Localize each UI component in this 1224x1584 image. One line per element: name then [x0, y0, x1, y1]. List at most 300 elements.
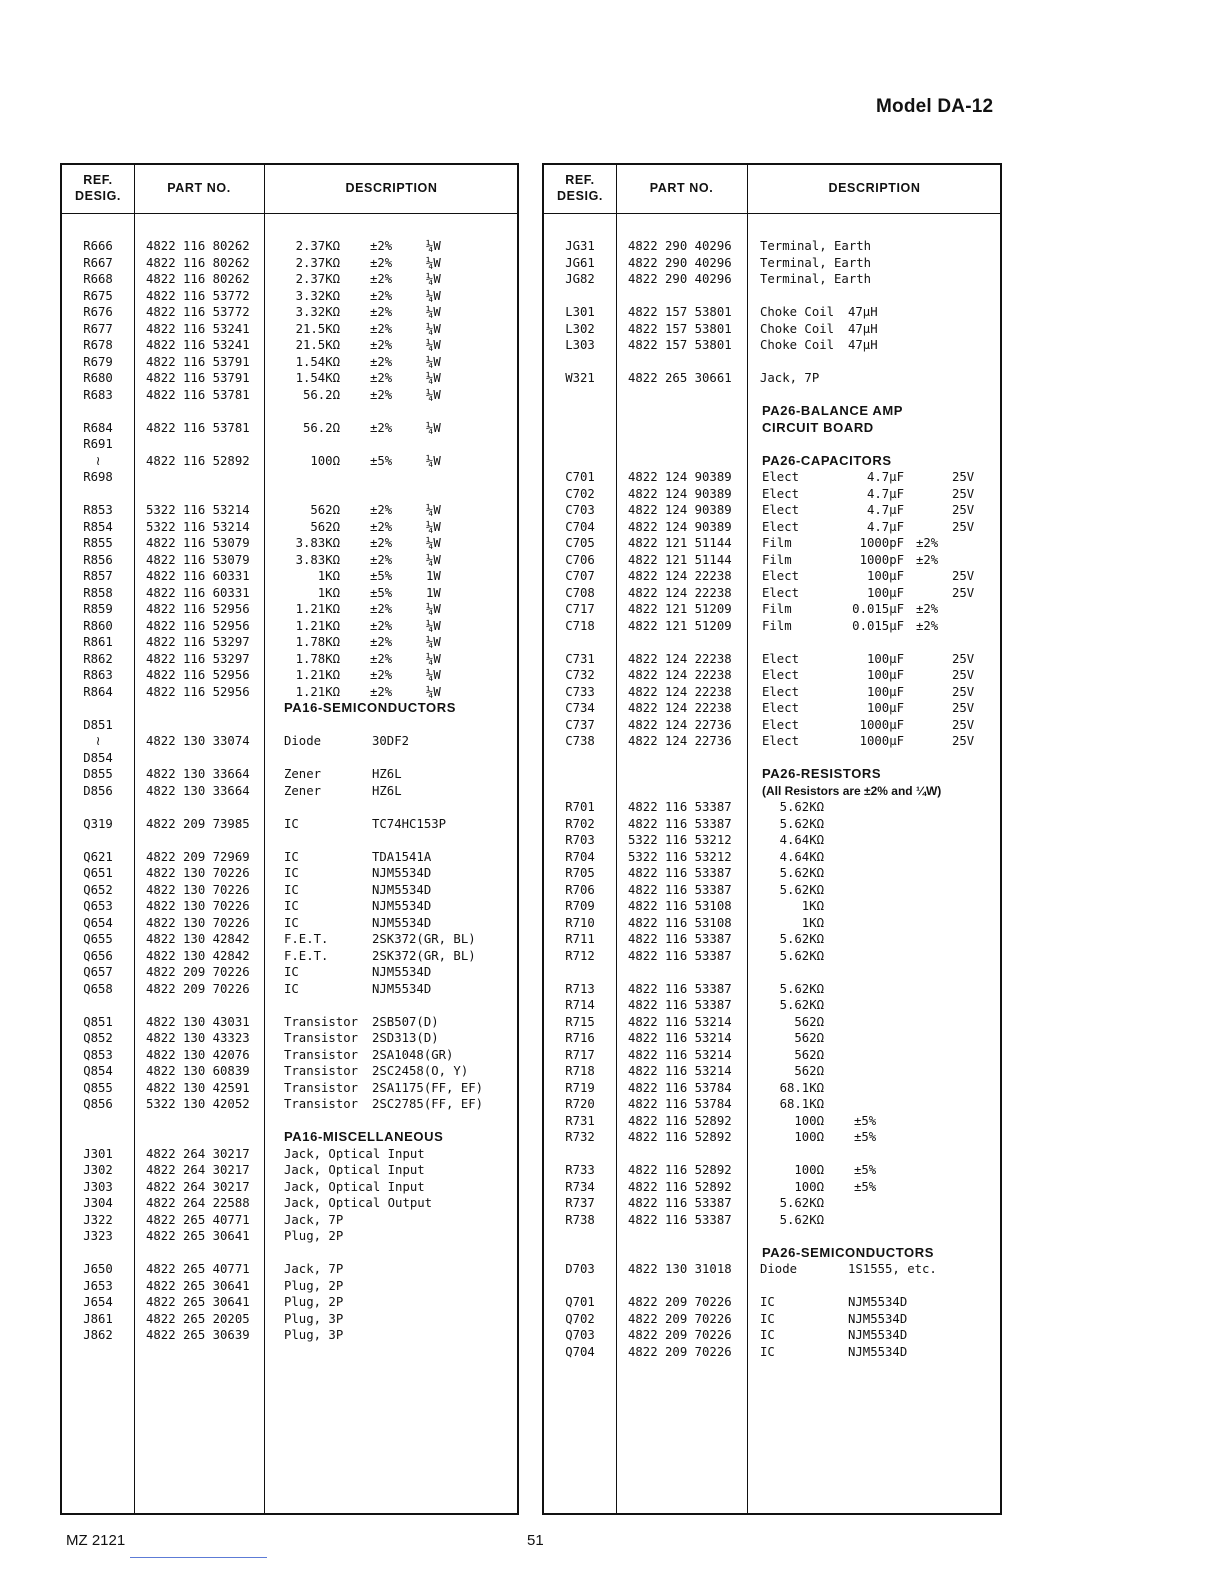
- note-text: (All Resistors are ±2% and ¼W): [762, 783, 942, 798]
- header-description: DESCRIPTION: [828, 181, 921, 196]
- description-detail: NJM5534D: [372, 981, 432, 996]
- ref-designator: C737: [565, 717, 595, 732]
- resistance-value: 3.32KΩ: [295, 288, 340, 303]
- ref-designator: Q851: [83, 1014, 113, 1029]
- capacitor-type: Elect: [762, 470, 800, 484]
- resistance-value: 2.37KΩ: [295, 239, 340, 253]
- ref-designator: Q853: [83, 1047, 113, 1062]
- capacitance-value: 1000pF: [859, 552, 904, 567]
- capacitance-value: 1000μF: [859, 734, 904, 748]
- ref-designator: Q704: [565, 1344, 595, 1359]
- ref-designator: R677: [83, 321, 113, 336]
- wattage: ¼W: [426, 651, 441, 666]
- ref-designator: R733: [565, 1163, 595, 1177]
- tolerance: ±2%: [370, 239, 393, 253]
- resistance-value: 3.83KΩ: [295, 536, 340, 550]
- description: Transistor: [284, 1080, 359, 1095]
- table-row: [544, 618, 1000, 635]
- ref-designator: C718: [565, 618, 595, 633]
- part-number: 4822 264 30217: [146, 1163, 250, 1177]
- capacitor-type: Elect: [762, 668, 800, 682]
- resistance-value: 1.21KΩ: [295, 602, 340, 616]
- ref-designator: D856: [83, 783, 113, 798]
- wattage: ¼W: [426, 305, 441, 319]
- part-number: 4822 116 53387: [628, 948, 732, 963]
- part-number: 4822 124 90389: [628, 503, 732, 517]
- table-row: [544, 255, 1000, 272]
- voltage-rating: 25V: [952, 651, 975, 666]
- ref-designator: Q703: [565, 1328, 595, 1342]
- ref-designator: JG82: [565, 272, 595, 286]
- part-number: 4822 264 30217: [146, 1146, 250, 1161]
- table-row: [544, 601, 1000, 618]
- ref-designator: D851: [83, 717, 113, 732]
- part-number: 4822 116 53784: [628, 1080, 732, 1095]
- part-number: 4822 116 53791: [146, 371, 250, 385]
- table-row: [544, 981, 1000, 998]
- capacitance-value: 0.015μF: [852, 602, 904, 616]
- capacitance-value: 1000pF: [859, 536, 904, 550]
- ref-designator: C703: [565, 503, 595, 517]
- table-row: [62, 964, 517, 981]
- resistance-value: 3.32KΩ: [295, 305, 340, 319]
- ref-designator: R717: [565, 1047, 595, 1062]
- part-number: 4822 209 70226: [628, 1328, 732, 1342]
- voltage-rating: 25V: [952, 717, 975, 732]
- wattage: ¼W: [426, 338, 441, 352]
- header-part-no: PART NO.: [649, 181, 714, 196]
- description-detail: HZ6L: [372, 783, 402, 798]
- tolerance: ±2%: [370, 288, 393, 303]
- part-number: 4822 116 80262: [146, 255, 250, 270]
- part-number: 4822 124 22238: [628, 585, 732, 600]
- tolerance: ±5%: [370, 569, 393, 583]
- spacer: [62, 997, 517, 1014]
- part-number: 4822 116 53387: [628, 882, 732, 897]
- table-row: [544, 585, 1000, 602]
- wattage: ¼W: [426, 255, 441, 270]
- table-row: [544, 1096, 1000, 1113]
- part-number: 4822 130 43031: [146, 1014, 250, 1029]
- part-number: 4822 124 22238: [628, 569, 732, 583]
- part-number: 4822 157 53801: [628, 338, 732, 352]
- ref-designator: J323: [83, 1229, 113, 1243]
- capacitance-value: 100μF: [866, 668, 904, 682]
- ref-designator: C708: [565, 585, 595, 600]
- tolerance: ±2%: [370, 651, 393, 666]
- ref-designator: R701: [565, 800, 595, 814]
- table-row: [62, 1179, 517, 1196]
- ref-designator: J302: [83, 1163, 113, 1177]
- part-number: 4822 209 73985: [146, 816, 250, 831]
- spacer: [62, 832, 517, 849]
- description-detail: NJM5534D: [848, 1311, 908, 1326]
- description-detail: 2SK372(GR, BL): [372, 948, 476, 963]
- table-row: [62, 667, 517, 684]
- part-number: 4822 130 70226: [146, 915, 250, 930]
- part-number: 4822 116 53387: [628, 1196, 732, 1210]
- voltage-rating: 25V: [952, 734, 975, 748]
- tolerance: ±5%: [854, 1179, 877, 1194]
- part-number: 4822 116 53772: [146, 288, 250, 303]
- wattage: ¼W: [426, 321, 441, 336]
- tolerance: ±2%: [370, 635, 393, 649]
- table-row: [62, 469, 517, 486]
- description-detail: 47μH: [848, 338, 878, 352]
- resistance-value: 5.62KΩ: [779, 882, 824, 897]
- part-number: 4822 265 40771: [146, 1262, 250, 1276]
- table-row: [62, 981, 517, 998]
- tolerance: ±2%: [370, 387, 393, 402]
- ref-designator: C717: [565, 602, 595, 616]
- resistance-value: 5.62KΩ: [779, 998, 824, 1012]
- table-row: [544, 832, 1000, 849]
- table-row: [62, 1311, 517, 1328]
- part-number: 4822 124 22238: [628, 684, 732, 699]
- ref-designator: Q702: [565, 1311, 595, 1326]
- spacer: [544, 964, 1000, 981]
- tolerance: ±2%: [370, 552, 393, 567]
- part-number: 4822 290 40296: [628, 272, 732, 286]
- voltage-rating: 25V: [952, 585, 975, 600]
- table-row: [62, 1047, 517, 1064]
- table-row: [62, 1228, 517, 1245]
- ref-designator: Q653: [83, 899, 113, 913]
- part-number: 4822 130 70226: [146, 882, 250, 897]
- description: IC: [284, 882, 299, 897]
- part-number: 4822 209 70226: [628, 1344, 732, 1359]
- table-row: [62, 337, 517, 354]
- resistance-value: 5.62KΩ: [779, 866, 824, 880]
- table-row: [62, 1063, 517, 1080]
- table-row: [62, 288, 517, 305]
- table-row: [544, 882, 1000, 899]
- ref-designator: J862: [83, 1328, 113, 1342]
- resistance-value: 1KΩ: [317, 569, 340, 583]
- part-number: 4822 130 33664: [146, 767, 250, 781]
- section-title: PA16-MISCELLANEOUS: [284, 1129, 444, 1144]
- part-number: 4822 116 53108: [628, 899, 732, 913]
- description: IC: [284, 981, 299, 996]
- spacer: [544, 634, 1000, 651]
- part-number: 4822 121 51144: [628, 552, 732, 567]
- table-row: [544, 717, 1000, 734]
- ref-designator: R698: [83, 470, 113, 484]
- section-title: PA26-RESISTORS: [762, 766, 882, 781]
- part-number: 4822 116 52892: [628, 1179, 732, 1194]
- ref-designator: R676: [83, 305, 113, 319]
- section-title: PA26-CAPACITORS: [762, 452, 892, 468]
- part-number: 4822 116 53781: [146, 387, 250, 402]
- resistance-value: 5.62KΩ: [779, 1212, 824, 1227]
- part-number: 4822 116 53784: [628, 1097, 732, 1111]
- part-number: 4822 116 53214: [628, 1047, 732, 1062]
- section-heading: [62, 700, 517, 717]
- header-divider: [62, 213, 517, 214]
- ref-designator: R679: [83, 354, 113, 369]
- table-row: [544, 370, 1000, 387]
- resistance-value: 100Ω: [794, 1163, 824, 1177]
- resistance-value: 21.5KΩ: [295, 338, 340, 352]
- description-detail: 30DF2: [372, 734, 410, 748]
- ref-designator: R714: [565, 998, 595, 1012]
- part-number: 4822 265 30641: [146, 1278, 250, 1293]
- part-number: 4822 130 60839: [146, 1064, 250, 1078]
- table-row: [544, 1030, 1000, 1047]
- description-detail: NJM5534D: [848, 1344, 908, 1359]
- part-number: 4822 265 30641: [146, 1295, 250, 1309]
- table-row: [544, 931, 1000, 948]
- spacer: [62, 1245, 517, 1262]
- description-detail: HZ6L: [372, 767, 402, 781]
- table-row: [62, 1080, 517, 1097]
- description: IC: [284, 965, 299, 979]
- capacitance-value: 4.7μF: [866, 486, 904, 501]
- description-detail: NJM5534D: [372, 882, 432, 897]
- description-detail: 2SA1048(GR): [372, 1047, 454, 1062]
- capacitor-type: Elect: [762, 701, 800, 715]
- tolerance: ±2%: [370, 618, 393, 633]
- footer-rule: [130, 1557, 267, 1558]
- voltage-rating: 25V: [952, 684, 975, 699]
- resistance-value: 1.78KΩ: [295, 635, 340, 649]
- resistance-value: 1.54KΩ: [295, 371, 340, 385]
- table-row: [544, 898, 1000, 915]
- part-number: 4822 130 33664: [146, 783, 250, 798]
- table-row: [544, 1162, 1000, 1179]
- table-row: [544, 700, 1000, 717]
- description: Jack, Optical Output: [284, 1196, 433, 1210]
- table-row: [62, 271, 517, 288]
- ref-designator: R855: [83, 536, 113, 550]
- section-title: CIRCUIT BOARD: [762, 419, 874, 435]
- ref-designator: R732: [565, 1130, 595, 1144]
- capacitor-type: Film: [762, 602, 792, 616]
- spacer: [544, 288, 1000, 305]
- table-row: [62, 304, 517, 321]
- resistance-value: 1.21KΩ: [295, 618, 340, 633]
- ref-designator: R859: [83, 602, 113, 616]
- ref-designator: Q852: [83, 1031, 113, 1045]
- spacer: [544, 436, 1000, 453]
- part-number: 4822 130 70226: [146, 866, 250, 880]
- header-ref-desig: REF. DESIG.: [557, 173, 603, 203]
- part-number: 4822 130 42842: [146, 948, 250, 963]
- ref-designator: Q654: [83, 915, 113, 930]
- capacitance-value: 4.7μF: [866, 470, 904, 484]
- resistance-value: 5.62KΩ: [779, 981, 824, 996]
- description: Transistor: [284, 1097, 359, 1111]
- description: Jack, 7P: [284, 1212, 344, 1227]
- ref-designator: R863: [83, 668, 113, 682]
- ref-designator: R858: [83, 585, 113, 600]
- wattage: ¼W: [426, 354, 441, 369]
- resistance-value: 100Ω: [794, 1130, 824, 1144]
- capacitance-value: 100μF: [866, 569, 904, 583]
- table-row: [544, 304, 1000, 321]
- ref-designator: D854: [83, 750, 113, 765]
- part-number: 4822 209 70226: [146, 965, 250, 979]
- table-row: [544, 849, 1000, 866]
- ref-designator: R668: [83, 272, 113, 286]
- wattage: ¼W: [426, 453, 441, 468]
- description-detail: 1S1555, etc.: [848, 1262, 937, 1276]
- ref-designator: R854: [83, 519, 113, 534]
- part-number: 4822 116 53387: [628, 866, 732, 880]
- spacer: [62, 486, 517, 503]
- table-row: [544, 667, 1000, 684]
- description-detail: 2SB507(D): [372, 1014, 439, 1029]
- part-number: 4822 116 52956: [146, 618, 250, 633]
- tolerance: ±2%: [916, 602, 939, 616]
- ref-designator: R864: [83, 684, 113, 699]
- description: Choke Coil: [760, 305, 835, 319]
- description: Plug, 3P: [284, 1328, 344, 1342]
- tolerance: ±2%: [370, 272, 393, 286]
- section-title: PA26-SEMICONDUCTORS: [762, 1244, 934, 1260]
- part-number: 4822 116 53387: [628, 816, 732, 831]
- table-row: [62, 816, 517, 833]
- description: Plug, 2P: [284, 1229, 344, 1243]
- description-detail: NJM5534D: [848, 1328, 908, 1342]
- wattage: ¼W: [426, 552, 441, 567]
- wattage: ¼W: [426, 387, 441, 402]
- part-number: 4822 124 90389: [628, 486, 732, 501]
- description: Diode: [284, 734, 322, 748]
- ref-designator: Q319: [83, 816, 113, 831]
- part-number: 4822 124 22238: [628, 651, 732, 666]
- description: Terminal, Earth: [760, 272, 872, 286]
- ref-designator: JG61: [565, 255, 595, 270]
- table-row: [544, 271, 1000, 288]
- resistance-value: 562Ω: [794, 1031, 824, 1045]
- ref-designator: R678: [83, 338, 113, 352]
- part-number: 4822 130 42842: [146, 932, 250, 946]
- ref-designator: R737: [565, 1196, 595, 1210]
- part-number: 4822 116 53214: [628, 1064, 732, 1078]
- wattage: 1W: [426, 569, 441, 583]
- part-number: 4822 265 30641: [146, 1229, 250, 1243]
- part-number: 4822 116 52892: [628, 1163, 732, 1177]
- tolerance: ±2%: [370, 338, 393, 352]
- capacitance-value: 100μF: [866, 651, 904, 666]
- table-row: [62, 1014, 517, 1031]
- part-number: 4822 130 70226: [146, 899, 250, 913]
- table-row: [62, 1278, 517, 1295]
- spacer: [62, 1113, 517, 1130]
- part-number: 4822 116 53772: [146, 305, 250, 319]
- tolerance: ±2%: [916, 618, 939, 633]
- ref-designator: R856: [83, 552, 113, 567]
- capacitance-value: 1000μF: [859, 717, 904, 732]
- tolerance: ±2%: [370, 305, 393, 319]
- ref-designator: J304: [83, 1196, 113, 1210]
- section-heading: [544, 1245, 1000, 1262]
- table-row: [62, 354, 517, 371]
- description-detail: 2SK372(GR, BL): [372, 932, 476, 946]
- tolerance: ±2%: [370, 602, 393, 616]
- description: Terminal, Earth: [760, 255, 872, 270]
- table-body: [62, 238, 517, 1344]
- part-number: 4822 290 40296: [628, 239, 732, 253]
- description: Jack, Optical Input: [284, 1163, 425, 1177]
- ref-designator: C738: [565, 734, 595, 748]
- table-row: [62, 1261, 517, 1278]
- ref-designator: R666: [83, 239, 113, 253]
- resistance-value: 5.62KΩ: [779, 948, 824, 963]
- description: Plug, 3P: [284, 1311, 344, 1326]
- ref-designator: R703: [565, 833, 595, 847]
- part-number: 4822 209 72969: [146, 849, 250, 864]
- description: IC: [760, 1344, 775, 1359]
- table-row: [544, 915, 1000, 932]
- table-row: [544, 865, 1000, 882]
- wattage: ¼W: [426, 668, 441, 682]
- tolerance: ±2%: [370, 321, 393, 336]
- spacer: [544, 1278, 1000, 1295]
- ref-designator: R862: [83, 651, 113, 666]
- part-number: 4822 116 53214: [628, 1031, 732, 1045]
- table-row: [62, 1195, 517, 1212]
- header-ref-desig: REF. DESIG.: [75, 173, 121, 203]
- ref-designator: Q655: [83, 932, 113, 946]
- ref-designator: C731: [565, 651, 595, 666]
- part-number: 4822 116 53791: [146, 354, 250, 369]
- table-row: [62, 519, 517, 536]
- description: Terminal, Earth: [760, 239, 872, 253]
- resistance-value: 68.1KΩ: [779, 1097, 824, 1111]
- part-number: 4822 265 30639: [146, 1328, 250, 1342]
- part-number: 4822 124 22736: [628, 717, 732, 732]
- ref-designator: Q855: [83, 1080, 113, 1095]
- ref-designator: Q657: [83, 965, 113, 979]
- resistance-value: 1.54KΩ: [295, 354, 340, 369]
- ref-designator: R691: [83, 437, 113, 451]
- capacitor-type: Elect: [762, 486, 800, 501]
- part-number: 4822 121 51209: [628, 602, 732, 616]
- tolerance: ±2%: [370, 371, 393, 385]
- ref-designator: C702: [565, 486, 595, 501]
- ref-designator: R667: [83, 255, 113, 270]
- tolerance: ±2%: [370, 668, 393, 682]
- spacer: [544, 1228, 1000, 1245]
- resistance-value: 68.1KΩ: [779, 1080, 824, 1095]
- ref-designator: R702: [565, 816, 595, 831]
- capacitor-type: Elect: [762, 734, 800, 748]
- table-row: [544, 1080, 1000, 1097]
- part-number: 4822 116 53781: [146, 420, 250, 435]
- capacitor-type: Film: [762, 618, 792, 633]
- ref-designator: R853: [83, 503, 113, 517]
- part-number: 4822 116 53241: [146, 338, 250, 352]
- part-number: 4822 209 70226: [628, 1295, 732, 1309]
- resistance-value: 56.2Ω: [302, 387, 340, 402]
- tolerance: ±5%: [370, 585, 393, 600]
- wattage: ¼W: [426, 684, 441, 699]
- part-number: 5322 116 53214: [146, 519, 250, 534]
- part-number: 4822 116 52892: [146, 453, 250, 468]
- part-number: 4822 124 22238: [628, 701, 732, 715]
- tolerance: ±2%: [370, 255, 393, 270]
- parts-table-left: [60, 163, 519, 1515]
- table-row: [62, 453, 517, 470]
- description: IC: [284, 849, 299, 864]
- part-number: 4822 116 53079: [146, 536, 250, 550]
- part-number: 4822 116 52956: [146, 684, 250, 699]
- tolerance: ±5%: [854, 1130, 877, 1144]
- description-detail: 2SA1175(FF, EF): [372, 1080, 484, 1095]
- table-row: [62, 766, 517, 783]
